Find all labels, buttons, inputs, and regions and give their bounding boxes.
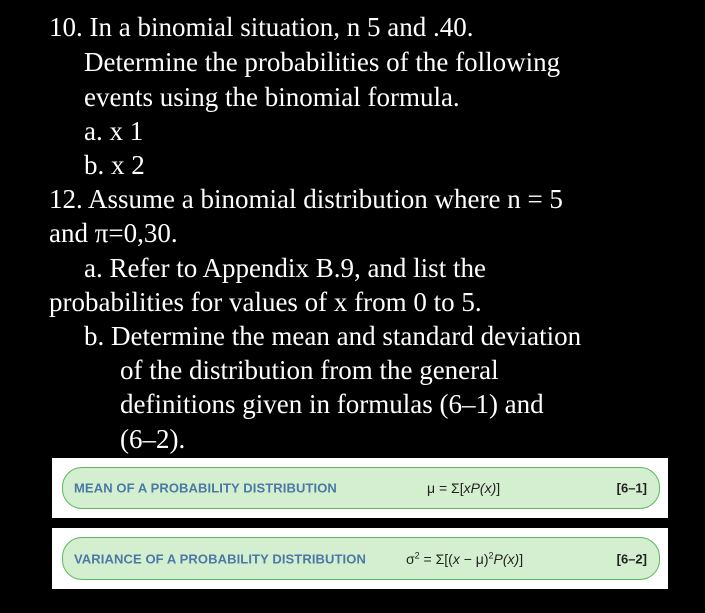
problem-12-part-b-cont-2: definitions given in formulas (6–1) and — [120, 389, 544, 419]
problem-12-part-a: a. Refer to Appendix B.9, and list the — [84, 253, 486, 283]
variance-formula-expression — [406, 551, 523, 567]
variance-formula-number: [6–2] — [616, 551, 647, 566]
variance-formula-body: P(x) — [493, 550, 520, 567]
mean-formula-lhs: μ — [427, 480, 436, 496]
variance-formula-close: ] — [519, 550, 524, 567]
mean-formula-label: MEAN OF A PROBABILITY DISTRIBUTION — [74, 480, 337, 496]
variance-formula-equals: = — [423, 550, 432, 567]
variance-formula-exponent: 2 — [488, 549, 494, 560]
variance-formula-x: x — [452, 550, 460, 567]
problem-10-line-2: Determine the probabilities of the following — [84, 47, 561, 77]
problem-10-part-b: b. x 2 — [84, 150, 145, 180]
problem-10-part-a: a. x 1 — [84, 116, 144, 146]
mean-formula-body: xP(x) — [463, 480, 497, 496]
variance-formula-panel — [52, 528, 668, 589]
problem-12-part-b: b. Determine the mean and standard deviation — [84, 321, 582, 351]
problem-12-part-a-cont: probabilities for values of x from 0 to 5. — [49, 287, 482, 317]
variance-formula-label: VARIANCE OF A PROBABILITY DISTRIBUTION — [74, 551, 366, 566]
problem-10-heading: 10. In a binomial situation, n 5 and .40. — [49, 12, 474, 42]
variance-formula-minus: − μ) — [459, 550, 489, 567]
problem-10-line-3: events using the binomial formula. — [84, 82, 460, 112]
problem-12-part-b-cont-1: of the distribution from the general — [120, 355, 499, 385]
problem-12-heading: 12. Assume a binomial distribution where n = 5 — [49, 184, 563, 214]
variance-formula-lhs-exponent: 2 — [414, 549, 420, 560]
problem-12-part-b-cont-3: (6–2). — [120, 424, 186, 454]
mean-formula-number: [6–1] — [616, 480, 647, 496]
mean-formula-equals: = — [438, 480, 448, 496]
variance-formula-lhs: σ — [406, 550, 415, 567]
problem-12-line-2: and π=0,30. — [49, 218, 178, 248]
mean-formula-sum: Σ[ — [451, 480, 464, 496]
variance-formula-box — [62, 537, 660, 580]
mean-formula-expression — [427, 480, 500, 496]
mean-formula-box — [62, 467, 660, 509]
mean-formula-close: ] — [496, 480, 501, 496]
mean-formula-panel — [52, 458, 668, 518]
variance-formula-open: Σ[( — [435, 550, 453, 567]
